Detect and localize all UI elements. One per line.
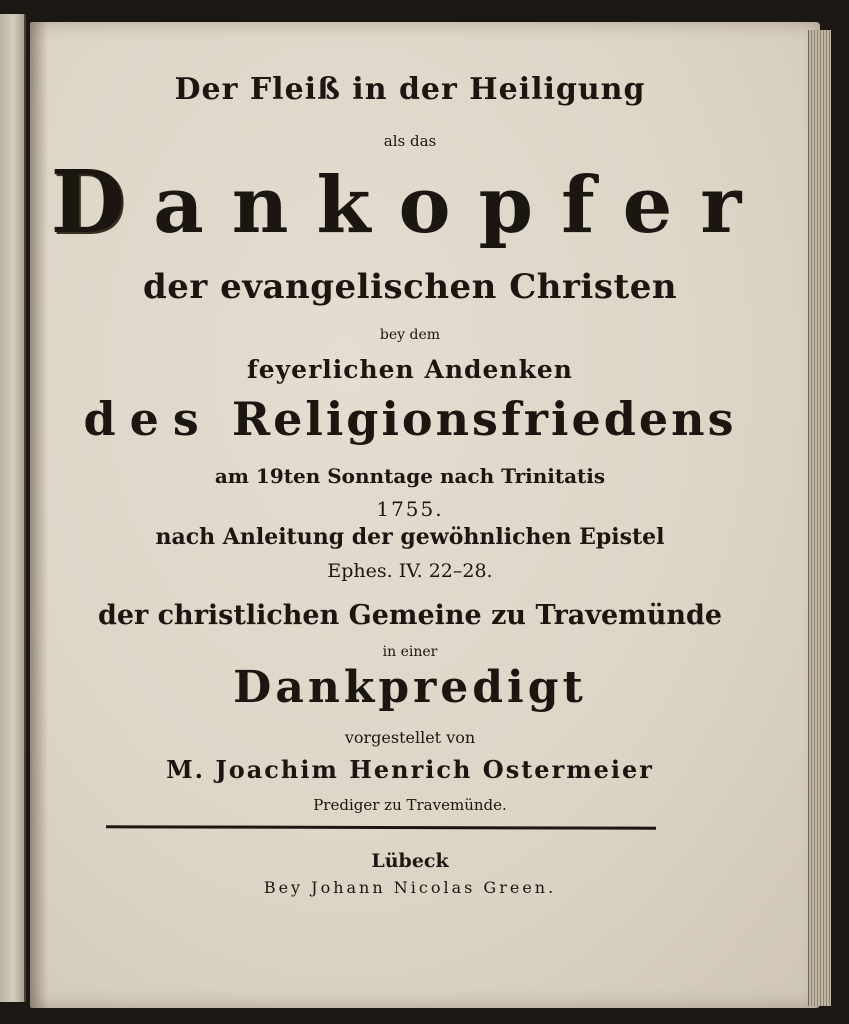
title-page-text [30,22,790,1008]
left-page-edge [0,14,26,1002]
prediger-line: Prediger zu Travemünde. [313,796,507,814]
title-line: Der Fleiß in der Heiligung [174,72,646,107]
dankopfer-rest: ankopfer [153,160,770,251]
des-word: des [83,392,213,446]
imprint-city: Lübeck [371,850,449,872]
gemeine-line: der christlichen Gemeine zu Travemünde [97,600,723,631]
sonntag-line: am 19ten Sonntage nach Trinitatis [214,464,606,488]
imprint-printer: Bey Johann Nicolas Green. [263,878,557,897]
ephes-line: Ephes. IV. 22–28. [327,560,493,582]
dankopfer-heading [30,152,790,253]
dankpredigt-heading: Dankpredigt [233,662,587,713]
bey-dem-line: bey dem [379,327,441,343]
als-das-line: als das [383,132,437,150]
religionsfriedens-heading [30,392,790,446]
year-line: 1755. [376,497,444,521]
in-einer-line: in einer [382,644,438,660]
anleitung-line: nach Anleitung der gewöhnlichen Epistel [155,524,665,550]
author-line: M. Joachim Henrich Ostermeier [166,755,654,784]
feyerlichen-line: feyerlichen Andenken [247,355,573,384]
horizontal-rule [106,825,656,829]
decorated-initial: D [50,152,154,253]
vorgestellet-line: vorgestellet von [344,728,476,747]
religionsfriedens-word: Religionsfriedens [231,392,737,446]
christen-line: der evangelischen Christen [142,267,678,307]
page-block-edge [808,30,831,1006]
